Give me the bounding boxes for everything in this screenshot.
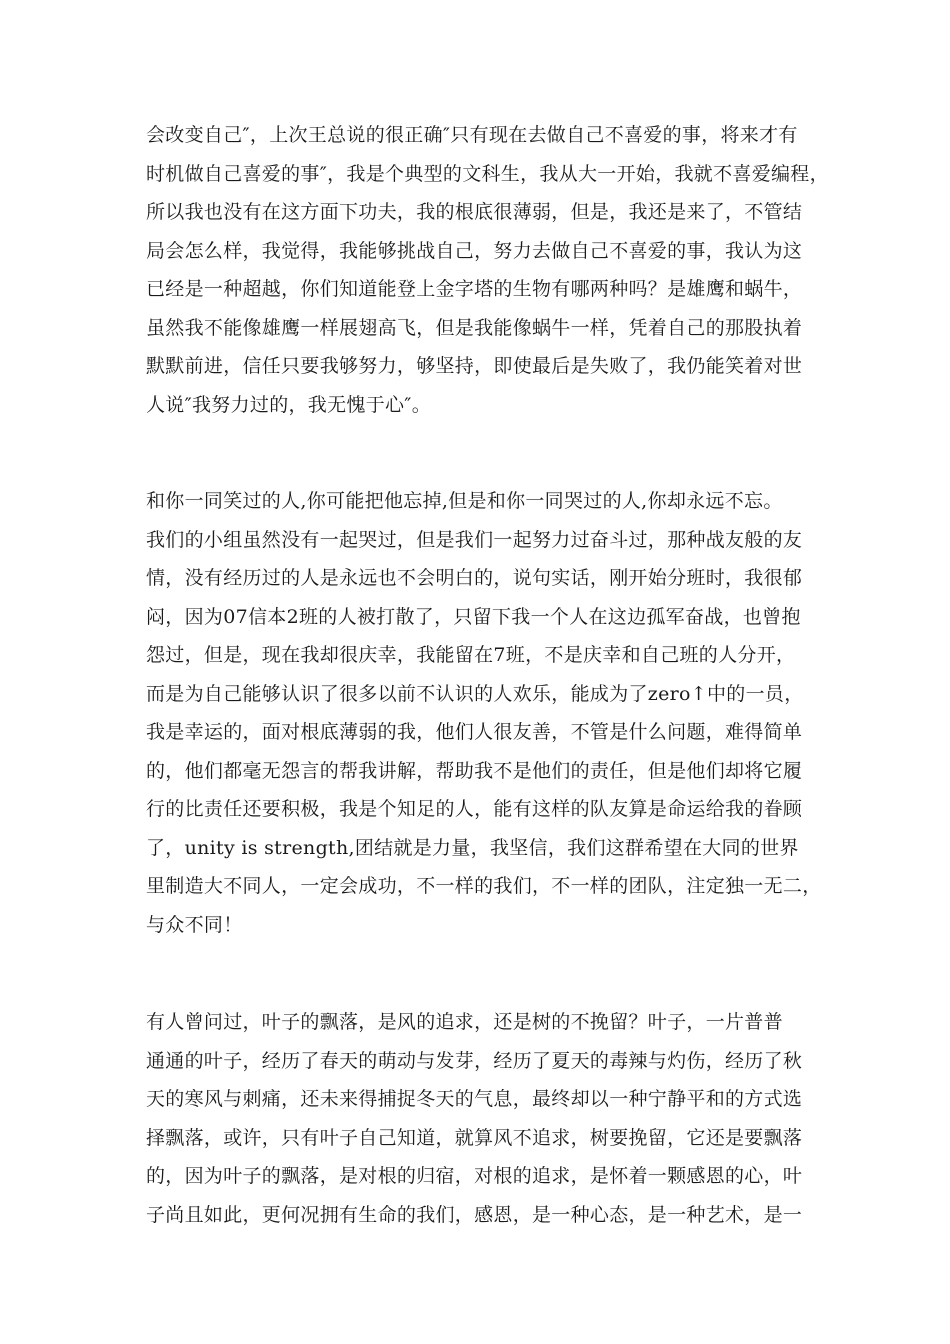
text-line: 通通的叶子，经历了春天的萌动与发芽，经历了夏天的毒辣与灼伤，经历了秋 xyxy=(146,1049,803,1072)
paragraph xyxy=(146,482,826,944)
text-line: 与众不同！ xyxy=(146,913,243,936)
text-line: 有人曾问过，叶子的飘落，是风的追求，还是树的不挽留？叶子，一片普普 xyxy=(146,1011,783,1033)
text-line: 了，unity is strength,团结就是力量，我坚信，我们这群希望在大同的世界 xyxy=(146,836,799,859)
text-line: 而是为自己能够认识了很多以前不认识的人欢乐，能成为了zero↑中的一员， xyxy=(146,682,804,705)
text-line: 闷，因为07信本2班的人被打散了，只留下我一个人在这边孤军奋战，也曾抱 xyxy=(146,605,801,628)
text-line: 子尚且如此，更何况拥有生命的我们，感恩，是一种心态，是一种艺术，是一 xyxy=(146,1203,803,1226)
text-line: 和你一同笑过的人,你可能把他忘掉,但是和你一同哭过的人,你却永远不忘。 xyxy=(146,490,783,512)
text-line: 默默前进，信任只要我够努力，够坚持，即使最后是失败了，我仍能笑着对世 xyxy=(146,355,803,377)
text-line: 我们的小组虽然没有一起哭过，但是我们一起努力过奋斗过，那种战友般的友 xyxy=(146,528,803,551)
text-line: 已经是一种超越，你们知道能登上金字塔的生物有哪两种吗？是雄鹰和蜗牛， xyxy=(146,278,803,300)
paragraph xyxy=(146,1003,826,1234)
text-line: 局会怎么样，我觉得，我能够挑战自己，努力去做自己不喜爱的事，我认为这 xyxy=(146,239,803,262)
text-line: 虽然我不能像雄鹰一样展翅高飞，但是我能像蜗牛一样，凭着自己的那股执着 xyxy=(146,316,803,339)
text-line: 会改变自己″，上次王总说的很正确″只有现在去做自己不喜爱的事，将来才有 xyxy=(146,124,798,146)
text-line: 行的比责任还要积极，我是个知足的人，能有这样的队友算是命运给我的眷顾 xyxy=(146,798,803,820)
text-line: 怨过，但是，现在我却很庆幸，我能留在7班，不是庆幸和自己班的人分开， xyxy=(146,644,796,666)
text-line: 情，没有经历过的人是永远也不会明白的，说句实话，刚开始分班时，我很郁 xyxy=(146,567,803,589)
text-line: 择飘落，或许，只有叶子自己知道，就算风不追求，树要挽留，它还是要飘落 xyxy=(146,1126,803,1149)
text-line: 人说″我努力过的，我无愧于心″。 xyxy=(146,393,431,416)
text-line: 我是幸运的，面对根底薄弱的我，他们人很友善，不管是什么问题，难得简单 xyxy=(146,721,803,743)
paragraph xyxy=(146,116,829,424)
text-line: 所以我也没有在这方面下功夫，我的根底很薄弱，但是，我还是来了，不管结 xyxy=(146,201,803,223)
text-line: 天的寒风与刺痛，还未来得捕捉冬天的气息，最终却以一种宁静平和的方式选 xyxy=(146,1088,803,1110)
text-line: 时机做自己喜爱的事″，我是个典型的文科生，我从大一开始，我就不喜爱编程， xyxy=(146,162,829,185)
text-line: 里制造大不同人，一定会成功，不一样的我们，不一样的团队，注定独一无二， xyxy=(146,875,822,897)
text-line: 的，他们都毫无怨言的帮我讲解，帮助我不是他们的责任，但是他们却将它履 xyxy=(146,759,803,782)
text-line: 的，因为叶子的飘落，是对根的归宿，对根的追求，是怀着一颗感恩的心，叶 xyxy=(146,1165,803,1187)
